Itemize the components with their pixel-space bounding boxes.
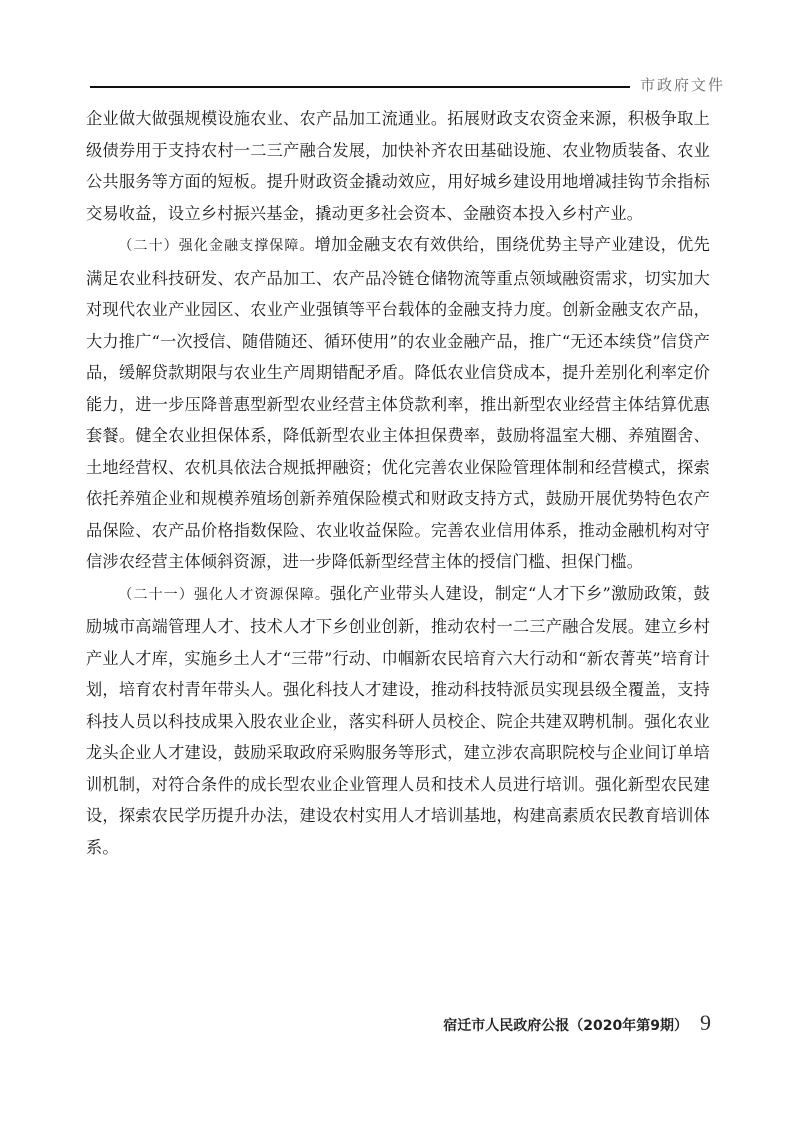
page-footer	[443, 1010, 711, 1036]
section-heading-21: （二十一）强化人才资源保障。	[118, 586, 330, 603]
paragraph-talent-support	[86, 578, 710, 864]
section-label: 市政府文件	[640, 76, 726, 94]
paragraph-text: 增加金融支农有效供给，围绕优势主导产业建设，优先满足农业科技研发、农产品加工、农产品冷链仓储物流等重点领域融资需求，切实加大对现代农业产业园区、农业产业强镇等平台载体的金融支持力度。创新金融支农产品，大力推广“一次授信、随借随还、循环使用”的农业金融产品，推广“无还本续贷”信贷产品，缓解贷款期限与农业生产周期错配矛盾。降低农业信贷成本，提升差别化利率定价能力，进一步压降普惠型新型农业经营主体贷款利率，推出新型农业经营主体结算优惠套餐。健全农业担保体系，降低新型农业主体担保费率，鼓励将温室大棚、养殖圈舍、土地经营权、农机具依法合规抵押融资；优化完善农业保险管理体制和经营模式，探索依托养殖企业和规模养殖场创新养殖保险模式和财政支持方式，鼓励开展优势特色农产品保险、农产品价格指数保险、农业收益保险。完善农业信用体系，推动金融机构对守信涉农经营主体倾斜资源，进一步降低新型经营主体的授信门槛、担保门槛。	[86, 235, 710, 571]
document-body	[86, 103, 710, 863]
section-heading-20: （二十）强化金融支撑保障。	[118, 238, 315, 254]
journal-title: 宿迁市人民政府公报（2020年第9期）	[443, 1018, 688, 1034]
header-rule	[90, 86, 630, 88]
paragraph-finance-support	[86, 229, 710, 578]
page-number: 9	[700, 1010, 711, 1035]
paragraph-text: 强化产业带头人建设，制定“人才下乡”激励政策，鼓励城市高端管理人才、技术人才下乡创业创新，推动农村一二三产融合发展。建立乡村产业人才库，实施乡土人才“三带”行动、巾帼新农民培育六大行动和“新农菁英”培育计划，培育农村青年带头人。强化科技人才建设，推动科技特派员实现县级全覆盖，支持科技人员以科技成果入股农业企业，落实科研人员校企、院企共建双聘机制。强化农业龙头企业人才建设，鼓励采取政府采购服务等形式，建立涉农高职院校与企业间订单培训机制，对符合条件的成长型农业企业管理人员和技术人员进行培训。强化新型农民建设，探索农民学历提升办法，建设农村实用人才培训基地，构建高素质农民教育培训体系。	[86, 583, 710, 857]
paragraph-continuation: 企业做大做强规模设施农业、农产品加工流通业。拓展财政支农资金来源，积极争取上级债券用于支持农村一二三产融合发展，加快补齐农田基础设施、农业物质装备、农业公共服务等方面的短板。提升财政资金撬动效应，用好城乡建设用地增减挂钩节余指标交易收益，设立乡村振兴基金，撬动更多社会资本、金融资本投入乡村产业。	[86, 109, 710, 223]
